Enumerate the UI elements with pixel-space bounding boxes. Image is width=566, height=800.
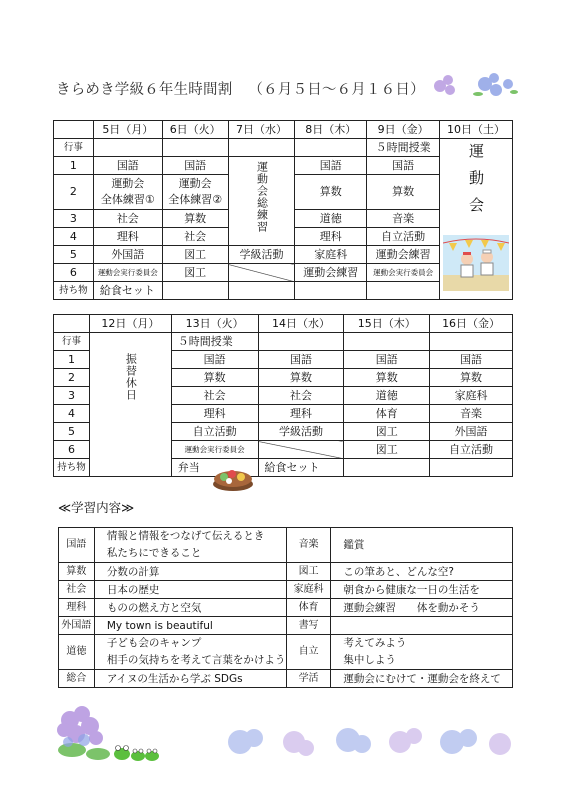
subject-content: 分数の計算	[94, 563, 286, 581]
header-day: 14日（水）	[258, 315, 344, 333]
header-day: 6日（火）	[162, 121, 228, 139]
header-day: 12日（月）	[89, 315, 171, 333]
hydrangea-border-decoration	[220, 722, 520, 762]
header-day: 7日（水）	[228, 121, 295, 139]
period-number: 4	[54, 228, 94, 246]
hydrangea-frogs-decoration	[50, 700, 170, 770]
cell: 図工	[162, 264, 228, 282]
bento-illustration	[212, 464, 254, 492]
period-number: 6	[54, 264, 94, 282]
cell: 算数	[171, 369, 258, 387]
timetable-week2	[53, 314, 513, 477]
subject-label: 体育	[286, 599, 331, 617]
cell: 外国語	[93, 246, 162, 264]
subject-label: 図工	[286, 563, 331, 581]
cell: 自立活動	[430, 441, 513, 459]
cell: 学級活動	[258, 423, 344, 441]
cell: 算数	[258, 369, 344, 387]
header-blank	[54, 315, 90, 333]
period-number: 5	[54, 246, 94, 264]
belongings-wed: 給食セット	[258, 459, 344, 477]
subject-content: 考えてみよう 集中しよう	[331, 635, 513, 670]
period-number: 1	[54, 351, 90, 369]
saturday-column	[440, 139, 513, 300]
wednesday-rehearsal	[228, 157, 295, 246]
cell: 学級活動	[228, 246, 295, 264]
event-label: 行事	[54, 333, 90, 351]
cell: 社会	[171, 387, 258, 405]
subject-label: 書写	[286, 617, 331, 635]
subject-content: アイヌの生活から学ぶ SDGs	[94, 670, 286, 688]
cell: 図工	[344, 441, 430, 459]
belongings-tue: 弁当	[171, 459, 258, 477]
cell: 社会	[258, 387, 344, 405]
period-number: 1	[54, 157, 94, 175]
cell: 国語	[162, 157, 228, 175]
cell: 図工	[344, 423, 430, 441]
period-number: 2	[54, 369, 90, 387]
cell: 国語	[430, 351, 513, 369]
event-label: 行事	[54, 139, 94, 157]
subject-content: 鑑賞	[331, 528, 513, 563]
cell: 運動会実行委員会	[93, 264, 162, 282]
subject-label: 自立	[286, 635, 331, 670]
header-day: 13日（火）	[171, 315, 258, 333]
cell-sports-practice-1: 運動会 全体練習①	[93, 175, 162, 210]
cell: 家庭科	[295, 246, 367, 264]
period-number: 5	[54, 423, 90, 441]
subject-content: 朝食から健康な一日の生活を	[331, 581, 513, 599]
cell: 自立活動	[367, 228, 440, 246]
cell: 算数	[295, 175, 367, 210]
subject-label: 家庭科	[286, 581, 331, 599]
cell: 算数	[430, 369, 513, 387]
subject-content	[331, 617, 513, 635]
subject-content: My town is beautiful	[94, 617, 286, 635]
subject-content: この筆あと、どんな空?	[331, 563, 513, 581]
cell: 算数	[162, 210, 228, 228]
subject-content: 日本の歴史	[94, 581, 286, 599]
sports-day-vertical: 運動会	[467, 143, 486, 224]
cell-sports-practice-2: 運動会 全体練習②	[162, 175, 228, 210]
cell: 理科	[171, 405, 258, 423]
cell: 国語	[367, 157, 440, 175]
title-text: きらめき学級６年生時間割	[56, 82, 233, 98]
header-day: 10日（土）	[440, 121, 513, 139]
cell: 国語	[344, 351, 430, 369]
cell: 国語	[93, 157, 162, 175]
period-number: 2	[54, 175, 94, 210]
empty-slot	[228, 264, 295, 282]
sports-day-illustration	[443, 235, 509, 291]
cell: 算数	[344, 369, 430, 387]
cell: 国語	[295, 157, 367, 175]
event-note: ５時間授業	[171, 333, 258, 351]
cell: 理科	[295, 228, 367, 246]
cell: 家庭科	[430, 387, 513, 405]
cell: 道徳	[344, 387, 430, 405]
title-period: （６月５日〜６月１６日）	[248, 82, 425, 98]
subject-content: 情報と情報をつなげて伝えるとき 私たちにできること	[94, 528, 286, 563]
cell: 社会	[162, 228, 228, 246]
subject-label: 学活	[286, 670, 331, 688]
holiday-vertical: 振替休日	[124, 353, 138, 401]
subject-content: ものの燃え方と空気	[94, 599, 286, 617]
subject-label: 総合	[59, 670, 95, 688]
cell: 音楽	[367, 210, 440, 228]
rehearsal-vertical: 運動会総練習	[255, 161, 269, 233]
cell: 社会	[93, 210, 162, 228]
cell: 道徳	[295, 210, 367, 228]
subject-label: 理科	[59, 599, 95, 617]
subject-label: 音楽	[286, 528, 331, 563]
cell: 図工	[162, 246, 228, 264]
header-day: 9日（金）	[367, 121, 440, 139]
subject-label: 国語	[59, 528, 95, 563]
cell: 体育	[344, 405, 430, 423]
hydrangea-decoration-top	[430, 70, 520, 102]
learning-content-table	[58, 527, 513, 688]
header-day: 5日（月）	[93, 121, 162, 139]
period-number: 4	[54, 405, 90, 423]
period-number: 3	[54, 210, 94, 228]
cell: 運動会実行委員会	[367, 264, 440, 282]
empty-slot	[258, 441, 344, 459]
header-day: 8日（木）	[295, 121, 367, 139]
belongings: 給食セット	[93, 282, 162, 300]
period-number: 3	[54, 387, 90, 405]
subject-label: 外国語	[59, 617, 95, 635]
cell: 外国語	[430, 423, 513, 441]
header-day: 16日（金）	[430, 315, 513, 333]
monday-holiday	[89, 333, 171, 477]
cell: 理科	[93, 228, 162, 246]
header-blank	[54, 121, 94, 139]
cell: 運動会練習	[367, 246, 440, 264]
cell: 運動会練習	[295, 264, 367, 282]
page-title	[56, 78, 425, 99]
cell: 理科	[258, 405, 344, 423]
subject-content: 運動会にむけて・運動会を終えて	[331, 670, 513, 688]
belongings-label: 持ち物	[54, 459, 90, 477]
timetable-week1	[53, 120, 513, 300]
cell: 運動会実行委員会	[171, 441, 258, 459]
subject-label: 算数	[59, 563, 95, 581]
cell: 国語	[258, 351, 344, 369]
cell: 音楽	[430, 405, 513, 423]
subject-label: 道徳	[59, 635, 95, 670]
subject-content: 子ども会のキャンプ 相手の気持ちを考えて言葉をかけよう	[94, 635, 286, 670]
event-note: ５時間授業	[367, 139, 440, 157]
belongings-label: 持ち物	[54, 282, 94, 300]
subject-label: 社会	[59, 581, 95, 599]
period-number: 6	[54, 441, 90, 459]
cell: 自立活動	[171, 423, 258, 441]
section-title: ≪学習内容≫	[58, 500, 135, 515]
cell: 国語	[171, 351, 258, 369]
subject-content: 運動会練習 体を動かそう	[331, 599, 513, 617]
header-day: 15日（木）	[344, 315, 430, 333]
cell: 算数	[367, 175, 440, 210]
